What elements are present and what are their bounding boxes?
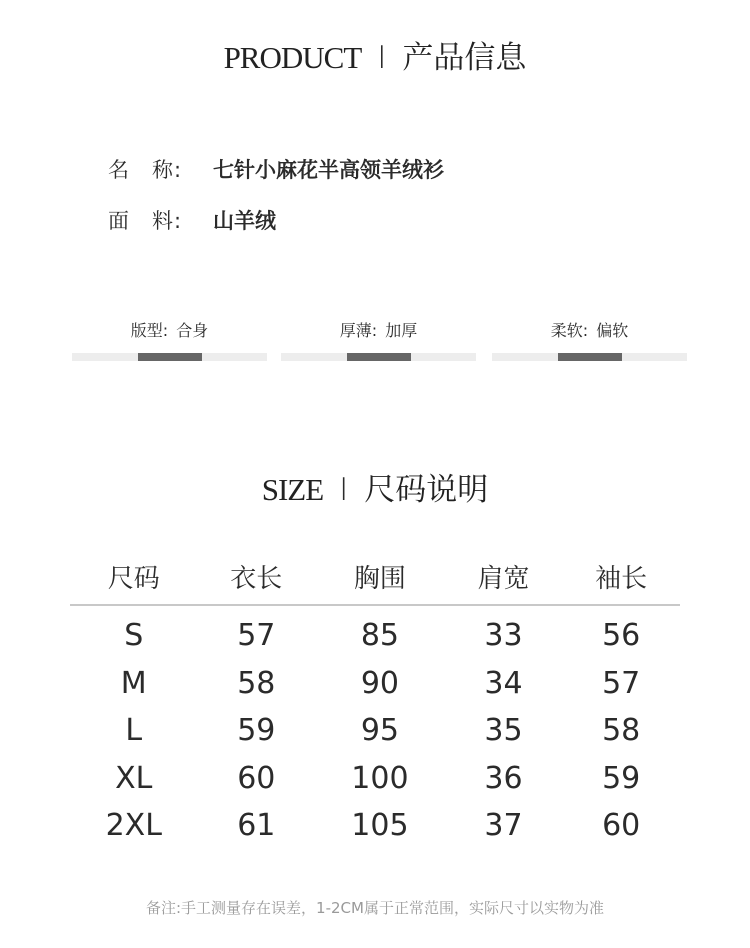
table-cell: S xyxy=(124,618,144,654)
table-cell: 56 xyxy=(602,618,641,654)
size-section-title xyxy=(0,464,750,509)
table-cell: XL xyxy=(115,760,153,796)
size-table xyxy=(70,548,680,850)
attribute-softness-value: 偏软 xyxy=(596,321,629,340)
size-table-header xyxy=(70,548,680,605)
table-cell: 34 xyxy=(484,665,523,701)
table-cell: 59 xyxy=(237,713,276,749)
attribute-softness-label: 柔软: xyxy=(550,321,589,340)
table-cell: 58 xyxy=(237,665,276,701)
table-cell: 90 xyxy=(360,665,399,701)
title-separator: I xyxy=(339,472,349,508)
header-chest: 胸围 xyxy=(315,548,445,605)
table-cell: 37 xyxy=(484,808,523,844)
table-cell: M xyxy=(120,665,147,701)
table-cell: 57 xyxy=(237,618,276,654)
table-cell: 36 xyxy=(484,760,523,796)
table-cell: 60 xyxy=(602,808,641,844)
attribute-fit-value: 合身 xyxy=(176,321,209,340)
table-cell: 2XL xyxy=(105,808,162,844)
header-length: 衣长 xyxy=(197,548,315,605)
table-cell: 95 xyxy=(360,713,399,749)
product-fabric-value: 山羊绒 xyxy=(213,209,276,233)
table-row xyxy=(70,802,680,850)
table-cell: 59 xyxy=(602,760,641,796)
table-cell: 60 xyxy=(237,760,276,796)
product-section-title xyxy=(0,32,750,77)
attribute-thickness-indicator xyxy=(347,353,411,361)
measurement-footnote: 备注:手工测量存在误差，1-2CM属于正常范围，实际尺寸以实物为准 xyxy=(146,899,604,917)
size-title-zh: 尺码说明 xyxy=(364,472,489,508)
header-sleeve: 袖长 xyxy=(562,548,680,605)
product-title-zh: 产品信息 xyxy=(402,40,527,76)
product-fabric-row xyxy=(108,205,276,235)
attribute-fit-indicator xyxy=(138,353,202,361)
table-cell: 105 xyxy=(351,808,409,844)
attribute-softness xyxy=(492,318,687,368)
attribute-fit xyxy=(72,318,267,368)
product-name-row xyxy=(108,154,444,184)
table-cell: L xyxy=(125,713,143,749)
product-fabric-label: 面 料: xyxy=(108,209,183,233)
table-cell: 100 xyxy=(351,760,409,796)
table-cell: 58 xyxy=(602,713,641,749)
table-row xyxy=(70,707,680,755)
table-cell: 85 xyxy=(360,618,399,654)
header-size: 尺码 xyxy=(70,548,197,605)
title-separator: I xyxy=(377,40,387,76)
header-shoulder: 肩宽 xyxy=(445,548,563,605)
size-title-en: SIZE xyxy=(261,472,324,507)
attribute-fit-caption xyxy=(72,318,267,341)
attribute-thickness-value: 加厚 xyxy=(385,321,418,340)
table-row xyxy=(70,755,680,803)
attribute-fit-label: 版型: xyxy=(130,321,169,340)
attribute-softness-caption xyxy=(492,318,687,341)
table-row xyxy=(70,605,680,660)
table-cell: 33 xyxy=(484,618,523,654)
attribute-thickness-label: 厚薄: xyxy=(339,321,378,340)
attribute-thickness xyxy=(281,318,476,368)
table-cell: 61 xyxy=(237,808,276,844)
table-cell: 57 xyxy=(602,665,641,701)
attribute-thickness-caption xyxy=(281,318,476,341)
product-name-value: 七针小麻花半高领羊绒衫 xyxy=(213,158,444,182)
attribute-softness-indicator xyxy=(558,353,622,361)
product-title-en: PRODUCT xyxy=(223,40,362,75)
table-cell: 35 xyxy=(484,713,523,749)
table-row xyxy=(70,660,680,708)
product-name-label: 名 称: xyxy=(108,158,183,182)
